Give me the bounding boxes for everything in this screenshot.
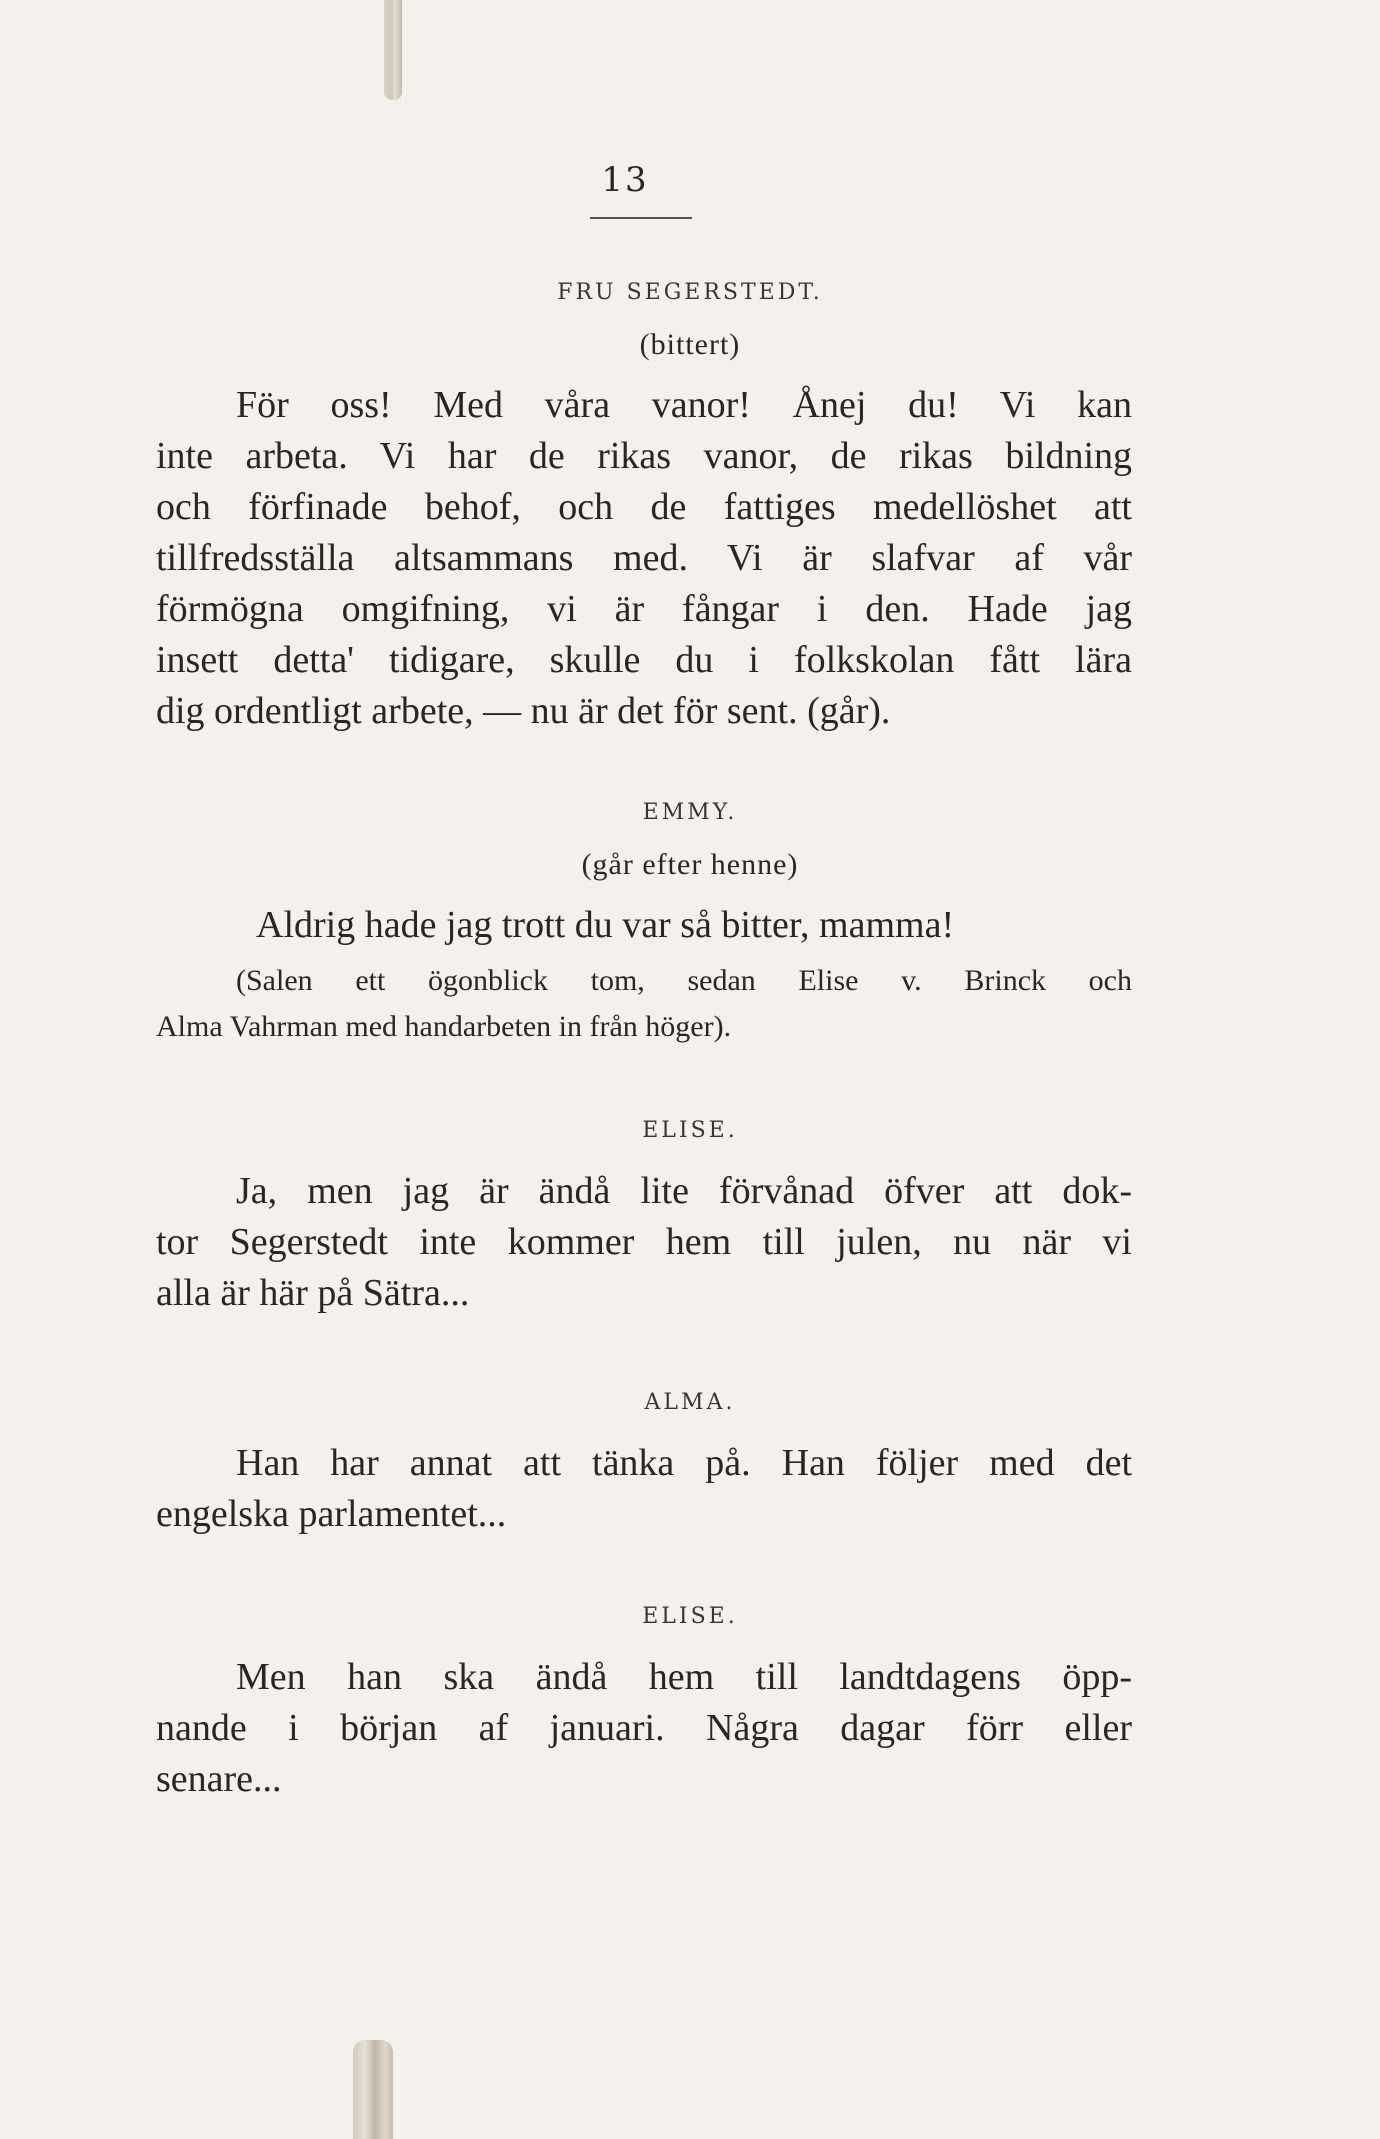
text-line: förmögna omgifning, vi är fångar i den. Hade jag — [156, 588, 1132, 630]
speaker-name: ALMA. — [644, 1390, 736, 1415]
dialogue-paragraph — [156, 1166, 1132, 1319]
dialogue-paragraph — [156, 1652, 1132, 1805]
binding-thread-bottom — [353, 2040, 393, 2139]
text-line: Alma Vahrman med handarbeten in från höger). — [156, 1010, 732, 1043]
dialogue-paragraph — [156, 380, 1132, 737]
stage-direction: (går efter henne) — [581, 848, 799, 881]
text-line: engelska parlamentet... — [156, 1493, 507, 1535]
speaker-name: FRU SEGERSTEDT. — [557, 280, 823, 305]
dialogue-paragraph — [156, 900, 1132, 951]
speaker-name: EMMY. — [642, 800, 738, 825]
stage-direction-paragraph — [156, 958, 1132, 1050]
stage-direction: (bittert) — [639, 328, 741, 361]
text-line: insett detta' tidigare, skulle du i folkskolan fått lära — [156, 639, 1132, 681]
text-line: dig ordentligt arbete, — nu är det för sent. (går). — [156, 690, 891, 732]
text-line: För oss! Med våra vanor! Ånej du! Vi kan — [236, 384, 1132, 426]
dialogue-paragraph — [156, 1438, 1132, 1540]
text-line: nande i början af januari. Några dagar förr eller — [156, 1707, 1132, 1749]
text-line: Ja, men jag är ändå lite förvånad öfver att dok- — [236, 1170, 1132, 1212]
text-line: senare... — [156, 1758, 282, 1800]
page-number-rule — [590, 217, 692, 219]
text-line: Men han ska ändå hem till landtdagens öpp- — [236, 1656, 1132, 1698]
text-line: alla är här på Sätra... — [156, 1272, 470, 1314]
binding-thread-top — [384, 0, 402, 100]
text-line: och förfinade behof, och de fattiges medellöshet att — [156, 486, 1132, 528]
text-line: tor Segerstedt inte kommer hem till julen, nu när vi — [156, 1221, 1132, 1263]
text-line: tillfredsställa altsammans med. Vi är slafvar af vår — [156, 537, 1132, 579]
text-line: inte arbeta. Vi har de rikas vanor, de rikas bildning — [156, 435, 1132, 477]
text-line: Aldrig hade jag trott du var så bitter, mamma! — [256, 904, 955, 946]
text-line: (Salen ett ögonblick tom, sedan Elise v. Brinck och — [236, 964, 1132, 997]
speaker-name: ELISE. — [642, 1118, 738, 1143]
page-number: 13 — [601, 160, 649, 200]
text-line: Han har annat att tänka på. Han följer med det — [236, 1442, 1132, 1484]
speaker-name: ELISE. — [642, 1604, 738, 1629]
